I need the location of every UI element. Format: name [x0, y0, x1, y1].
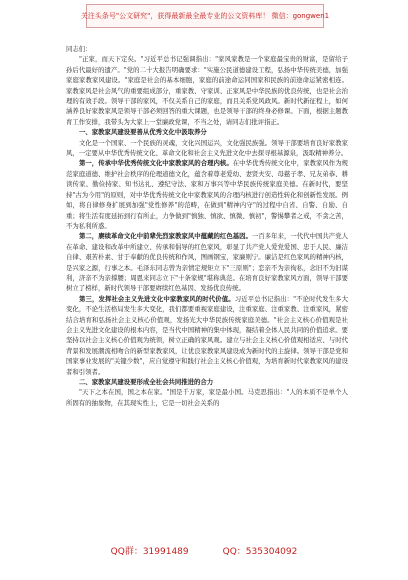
section-1-intro: 文化是一个国家、一个民族的灵魂，文化兴国运兴，文化强民族强。领导干部要培育良好家教家风，一定要从中华优秀传统文化、革命文化和社会主义先进文化中去探寻根基源泉，汲取精神养分。 — [66, 138, 348, 158]
point-1-title: 第一，传承中华优秀传统文化中家教家风的合理内核。 — [79, 159, 233, 168]
point-2-title: 第二，赓续革命文化中前辈先烈家教家风中蕴藏的红色基因。 — [79, 232, 252, 241]
section-1-point-3 — [66, 294, 348, 377]
section-2-intro: "天下之本在国，国之本在家。"国是千万家，家是最小国。马克思指出："人的本质不是单个人所固有的抽象物，在其现实性上，它是一切社会关系的 — [66, 388, 348, 407]
section-1-heading: 一、家教家风建设要善从优秀文化中汲取养分 — [79, 128, 207, 137]
point-3-text: 习近平总书记指出："不论时代发生多大变化，不论生活格局发生多大变化，我们都要重视家庭建设，注重家庭、注重家教、注重家风，紧密结合培育和弘扬社会主义核心价值观，发扬光大中华民族传统家庭美德。"社会主义核心价值观是社会主义先进文化建设的根本内容，是当代中国精神的集中体现，凝结着全体人民共同的价值追求。要坚持以社会主义核心价值观为统领，树立正确的家风观。建立与社会主义核心价值观相适应、与时代背景和发展潮流相吻合的新型家教家风，让优良家教家风建设成为新时代的主旋律。领导干部是党和国家事业发展的"关键少数"，应自觉遵守和践行社会主义核心价值观，为培育新时代家教家风的建设者和引领者。 — [66, 294, 348, 376]
intro-paragraph: "正家，而天下定矣。"习近平总书记强调指出："家风家教是一个家庭最宝贵的财富，是留给子孙后代最好的遗产。"党的二十大报告明确要求："实施公民道德建设工程，弘扬中华传统美德，加强家庭家教家风建设。"家庭是社会的基本细胞，家庭的前途命运同国家和民族的前途命运紧密相连。家教家风是社会风气的重要组成部分，重家教、守家训、正家风是中华民族的优良传统，也是社会治理的有效手段。领导干部的家风，不仅关系自己的家庭，而且关系党风政风。新时代新征程上，如何涵养良好家教家风是领导干部必须回答的重大课题，也是领导干部的终身必修课。下面，根据主题教育工作安排，我带头为大家上一堂廉政党课，不当之处，请同志们批评指正。 — [66, 55, 348, 126]
section-1-point-2 — [66, 231, 348, 293]
footer-qq: QQ：535304092 — [222, 547, 298, 557]
point-3-title: 第三，发挥社会主义先进文化中家教家风的时代价值。 — [79, 294, 235, 303]
point-2-text: 一百多年来，一代代中国共产党人在革命、建设和改革中所建立、传承和倡导的红色家风，彰显了共产党人爱党爱国、忠于人民、廉洁自律、艰苦朴素、甘于奉献的优良传统和作风，图画钢宝，家廉则宁。廉洁是红色家风的精神内核，是兴家之源，行事之本。毛泽东同志曾为亲情定规矩立下"三原则"；恋亲不为亲徇私，念旧不为旧谋利，济亲不为亲撑腰；周恩来同志立下"十条家规"堪称典范。在培育良好家教家风方面，领导干部要树立了榜样，新时代领导干部要赓续红色基因、发扬优良传统。 — [66, 232, 348, 293]
section-2-heading: 二、家教家风建设要形成全社会共同推进的合力 — [79, 378, 214, 386]
footer-contact — [0, 544, 408, 557]
point-1-text: 在中华优秀传统文化中，家教家风作为规范家庭道德、维护社会秩序的伦理道德文化，蕴含着尊老爱幼、妻贤夫安、母慈子孝、兄友弟恭、耕读传家、勤俭持家、知书达礼、遵纪守法、家和万事兴等中华民族传统家庭美德。在新时代，要坚持"古为今用"的原则，对中华优秀传统文化中家教家风的合理内核进行创造性转化和创新性发展。例如，将自律修身扩展到加强"党性修养"的范畴，在做到"精神内守"的过程中自省、自警、自励、自重；将生活有度延拓到行有所止，力争做到"慎独、慎欲、慎微、慎初"，警惕攀者之戒，不贪之苦，不为私利所惑。 — [66, 159, 349, 230]
document-body — [66, 44, 348, 408]
footer-qq-group: QQ群：31991489 — [110, 547, 189, 557]
header-banner[interactable] — [80, 4, 330, 28]
greeting: 同志们： — [66, 45, 92, 53]
banner-text: 关注头条号"公文研究"，获得最新最全最专业的公文资料库！ 微信：gongwen1 — [80, 12, 330, 20]
section-1-point-1 — [66, 158, 348, 231]
